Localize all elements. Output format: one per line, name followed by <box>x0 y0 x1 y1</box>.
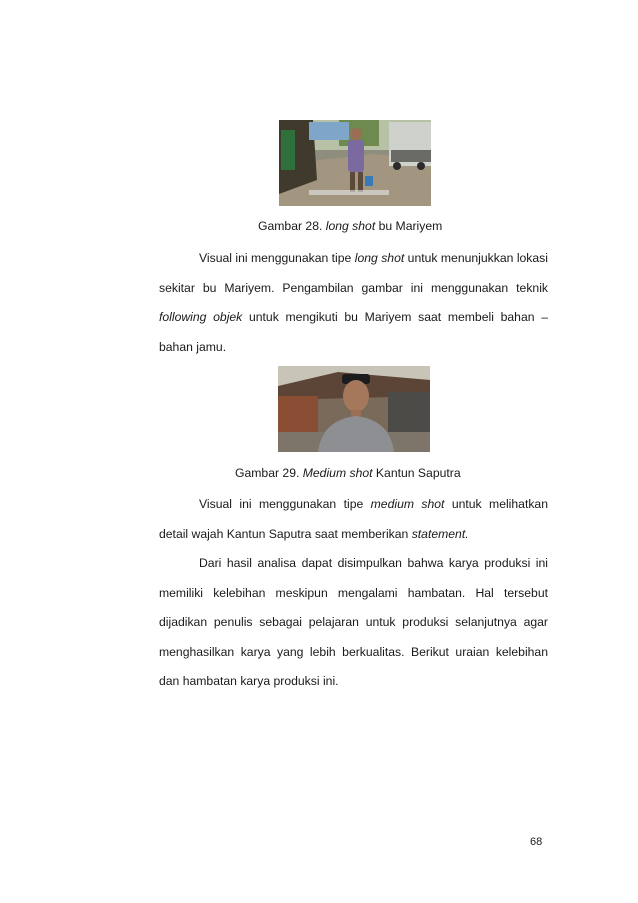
paragraph-italic: medium shot <box>370 497 445 511</box>
caption-italic: long shot <box>325 219 376 233</box>
figure-28-photo <box>279 120 431 206</box>
paragraph-italic: statement. <box>411 526 469 541</box>
caption-italic: Medium shot <box>302 466 373 480</box>
paragraph-italic: following objek <box>159 310 243 325</box>
page-number: 68 <box>530 836 543 848</box>
paragraph-conclusion <box>159 549 548 697</box>
paragraph-long-shot <box>159 244 548 362</box>
paragraph-text: untuk melihatkan detail wajah Kantun Saputra saat memberikan <box>159 497 548 541</box>
caption-text: Gambar 29. <box>235 466 303 480</box>
paragraph-text: untuk menunjukkan lokasi sekitar bu Mariyem. Pengambilan gambar ini menggunakan teknik <box>159 251 548 295</box>
caption-text: Kantun Saputra <box>372 466 461 480</box>
paragraph-text: untuk mengikuti bu Mariyem saat membeli bahan – bahan jamu. <box>159 310 548 354</box>
figure-29-photo <box>278 366 430 452</box>
paragraph-text: Dari hasil analisa dapat disimpulkan bahwa karya produksi ini memiliki kelebihan meskipun mengalami hambatan. Hal tersebut dijadikan penulis sebagai pelajaran untuk produksi selanjutnya agar menghasilkan karya yang lebih berkualitas. Berikut uraian kelebihan dan hambatan karya produksi ini. <box>159 556 548 689</box>
paragraph-italic: long shot <box>354 251 405 265</box>
caption-text: Gambar 28. <box>258 219 326 233</box>
caption-text: bu Mariyem <box>375 219 443 233</box>
paragraph-text: Visual ini menggunakan tipe <box>199 251 355 265</box>
paragraph-text: Visual ini menggunakan tipe <box>199 497 371 511</box>
paragraph-medium-shot <box>159 490 548 549</box>
